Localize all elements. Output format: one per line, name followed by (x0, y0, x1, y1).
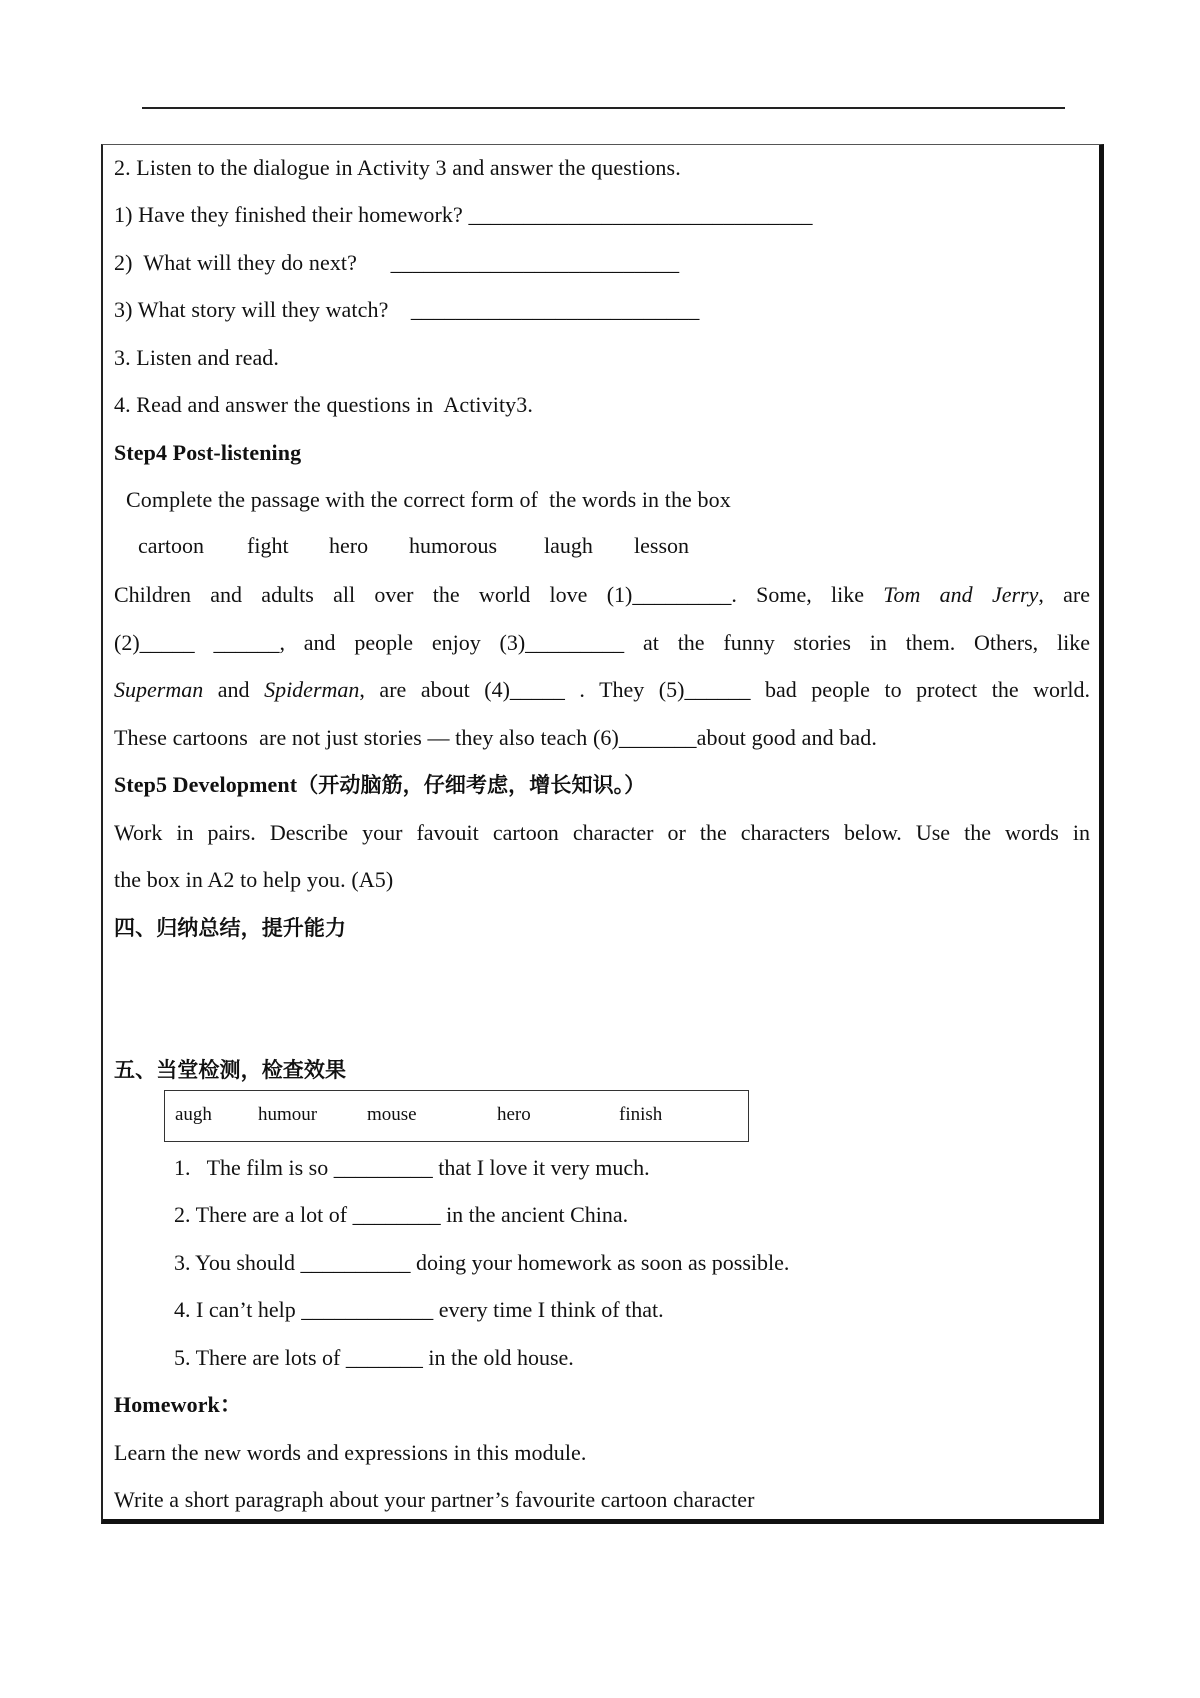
passage-line-2 (114, 628, 1090, 658)
question-3: 3) What story will they watch? __________________________ (114, 297, 700, 322)
homework-line-2: Write a short paragraph about your partner’s favourite cartoon character (114, 1487, 755, 1512)
passage-title-superman: Superman (114, 677, 204, 702)
exercise-question-3: 3. You should __________ doing your homework as soon as possible. (174, 1250, 790, 1275)
passage-text: (2)_____ ______, and people enjoy (3)_________ at the funny stories in them. Others, like (114, 630, 1090, 655)
passage-title-tom-and-jerry: Tom and Jerry (883, 582, 1039, 607)
question-2: 2) What will they do next? __________________________ (114, 250, 680, 275)
passage-line-4: These cartoons are not just stories — they also teach (6)_______about good and bad. (114, 725, 877, 750)
step5-heading-en: Step5 Development (114, 772, 298, 797)
word-bank-item: cartoon (138, 533, 204, 558)
question-1: 1) Have they finished their homework? _______________________________ (114, 202, 813, 227)
passage-text: , are about (4)_____ . They (5)______ bad people to protect the world. (359, 677, 1090, 702)
passage-line-3 (114, 675, 1090, 705)
step5-line-1 (114, 818, 1090, 848)
word-bank-item: lesson (634, 533, 689, 558)
step5-heading (114, 770, 645, 800)
step5-line-2: the box in A2 to help you. (A5) (114, 867, 394, 892)
word-bank-item: laugh (544, 533, 593, 558)
exercise-question-2: 2. There are a lot of ________ in the ancient China. (174, 1202, 629, 1227)
read-and-answer: 4. Read and answer the questions in Activity3. (114, 392, 533, 417)
word-table (164, 1090, 749, 1142)
header-rule (142, 107, 1065, 109)
word-bank-item: fight (247, 533, 289, 558)
section5-heading: 五、当堂检测，检查效果 (114, 1058, 347, 1082)
step5-heading-cn: （开动脑筋，仔细考虑，增长知识。） (297, 773, 646, 797)
passage-line-1 (114, 580, 1090, 610)
exercise-question-5: 5. There are lots of _______ in the old house. (174, 1345, 574, 1370)
step4-instruction: Complete the passage with the correct form of the words in the box (126, 487, 731, 512)
word-bank-item: humorous (409, 533, 497, 558)
step4-heading: Step4 Post-listening (114, 440, 302, 465)
word-table-item: augh (175, 1104, 212, 1125)
exercise-question-4: 4. I can’t help ____________ every time I think of that. (174, 1297, 664, 1322)
passage-text: and (203, 677, 265, 702)
passage-text: , are (1038, 582, 1090, 607)
word-table-item: humour (258, 1104, 318, 1125)
homework-line-1: Learn the new words and expressions in this module. (114, 1440, 587, 1465)
passage-text: Children and adults all over the world love (1)_________. Some, like (114, 582, 864, 607)
passage-title-spiderman: Spiderman (264, 677, 360, 702)
word-table-item: finish (619, 1104, 663, 1125)
homework-heading: Homework： (114, 1392, 242, 1417)
word-table-item: hero (497, 1104, 531, 1125)
step5-text: Work in pairs. Describe your favouit cartoon character or the characters below. Use the words in (114, 820, 1090, 845)
word-table-item: mouse (367, 1104, 417, 1125)
listening-instruction: 2. Listen to the dialogue in Activity 3 and answer the questions. (114, 155, 681, 180)
section4-heading: 四、归纳总结，提升能力 (114, 916, 347, 940)
exercise-question-1: 1. The film is so _________ that I love it very much. (174, 1155, 650, 1180)
listen-and-read: 3. Listen and read. (114, 345, 280, 370)
word-bank-item: hero (329, 533, 369, 558)
